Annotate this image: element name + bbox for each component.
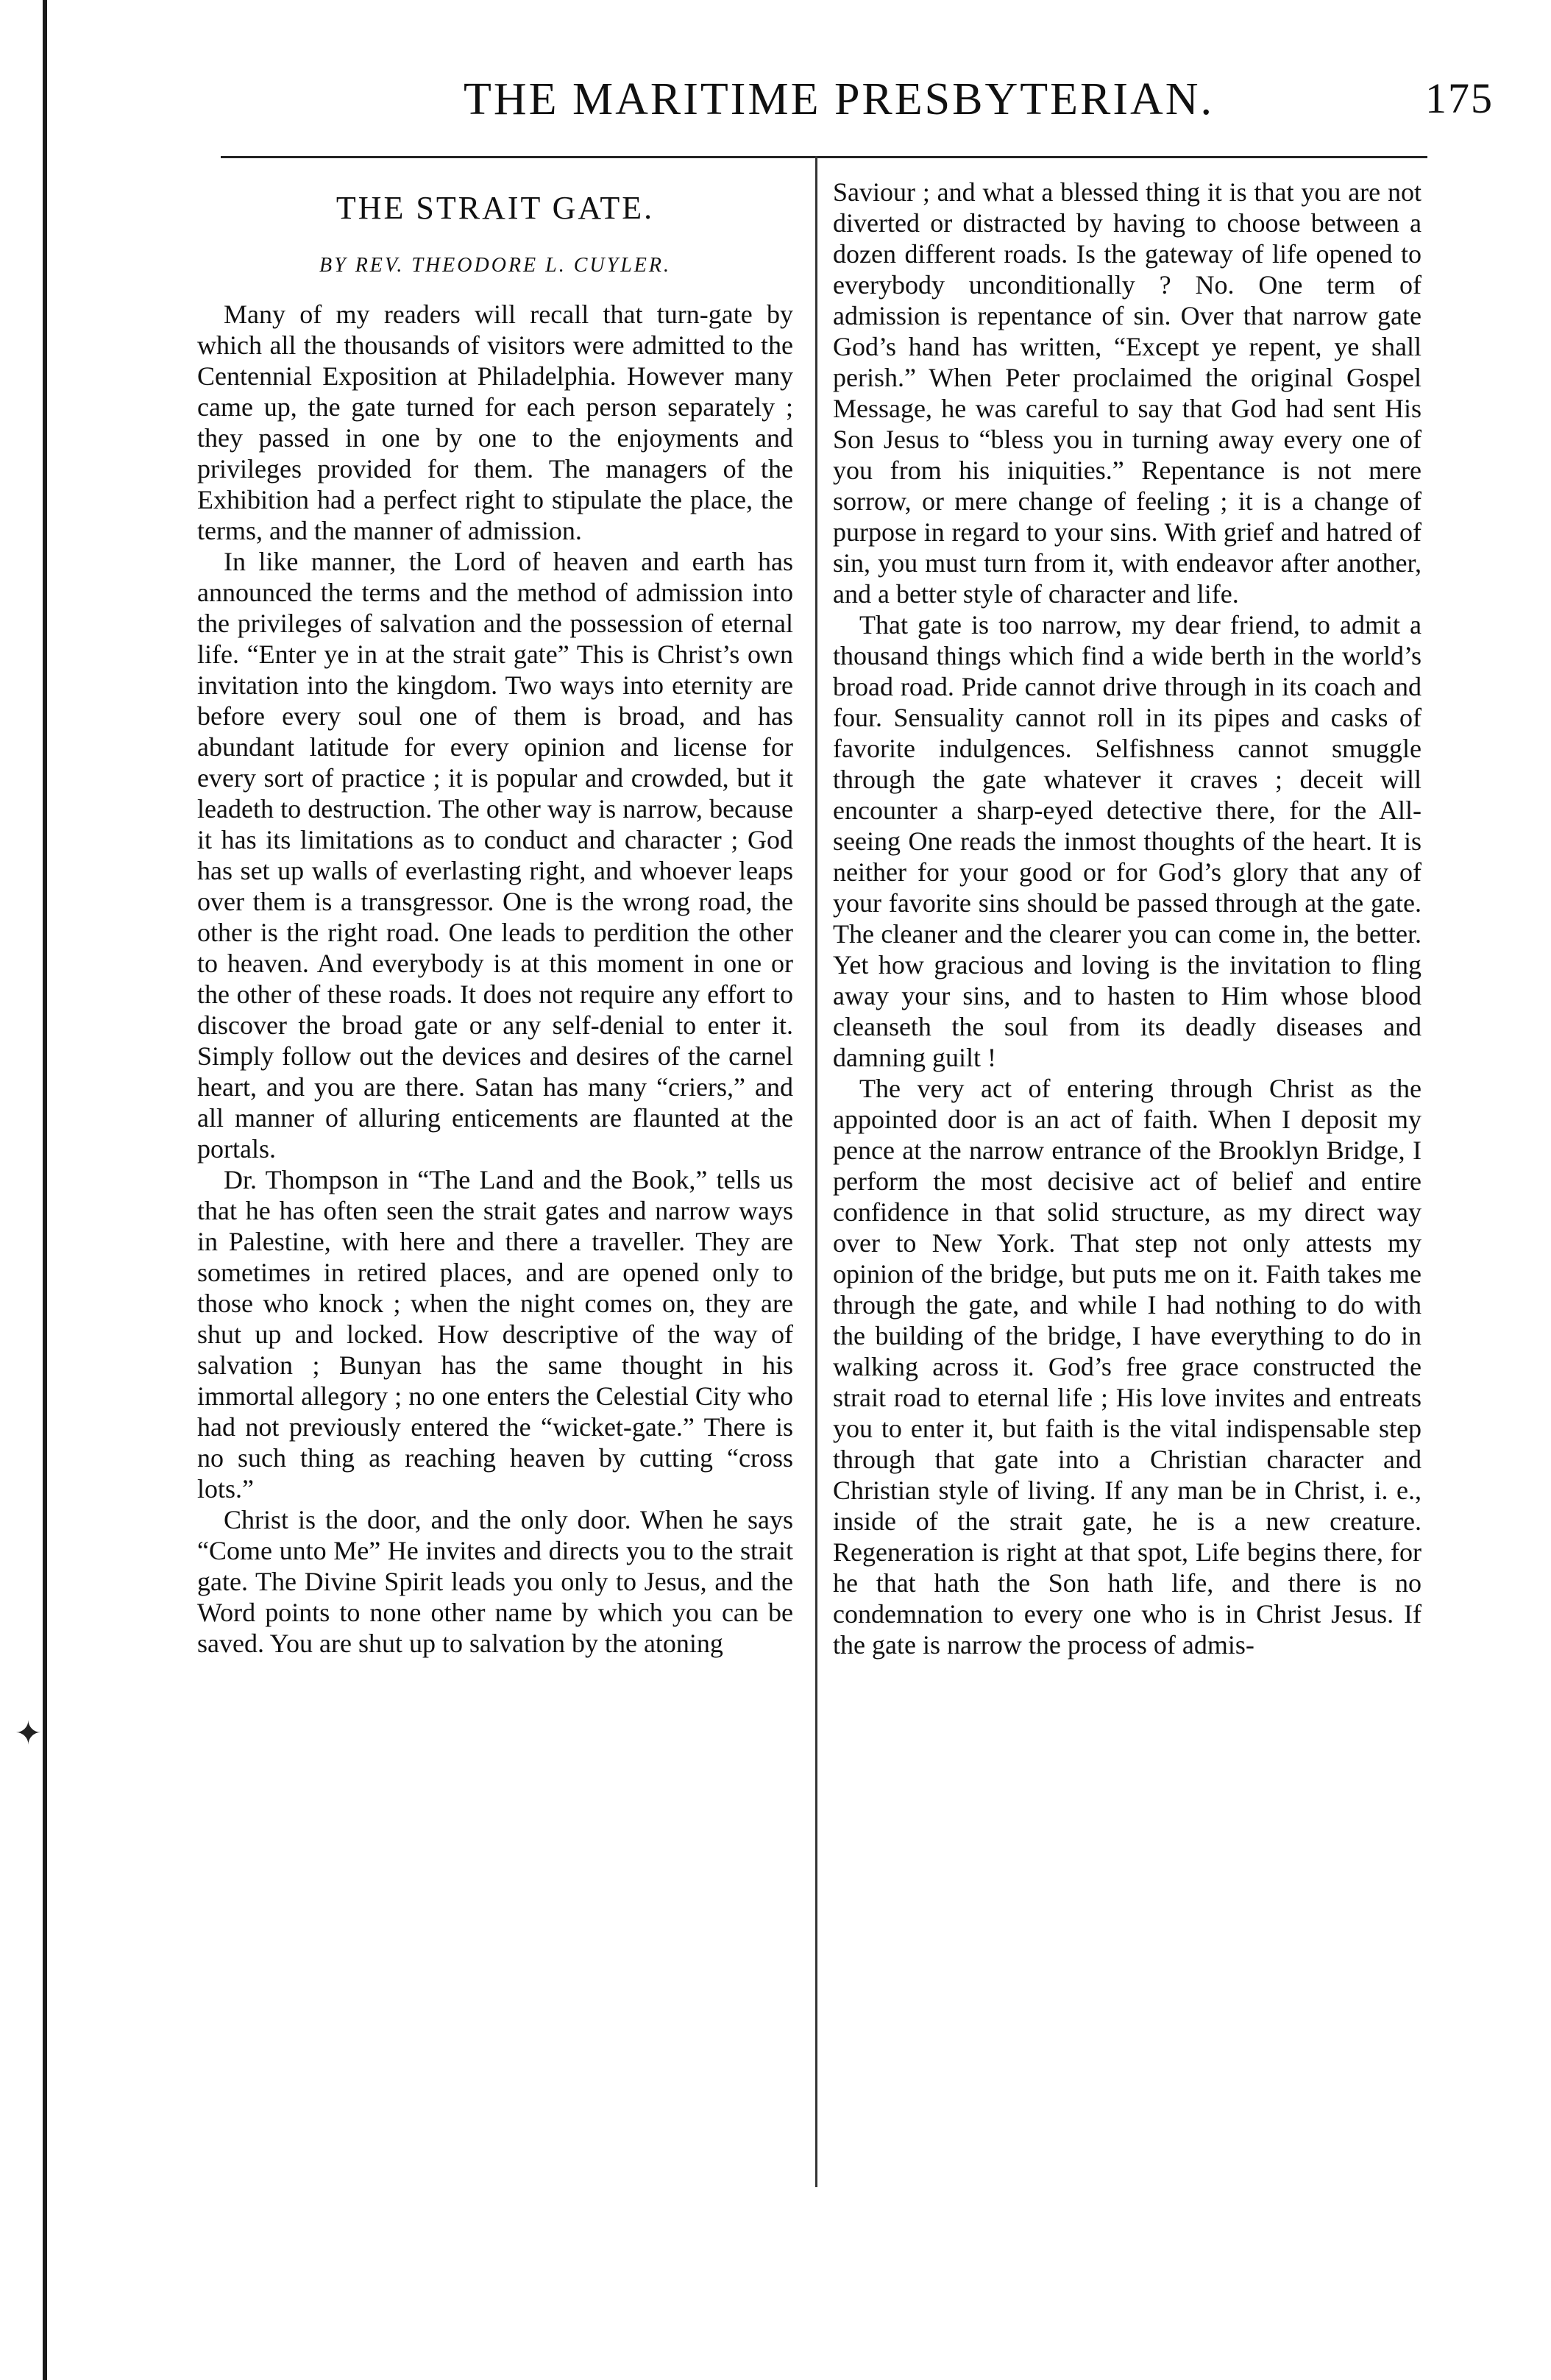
article-byline: BY REV. THEODORE L. CUYLER.	[319, 254, 671, 277]
paragraph: Dr. Thompson in “The Land and the Book,” tells us that he has often seen the strait gates and narrow ways in Palestine, with here and there a traveller. They are sometimes in retired places, and are opened only to those who knock ; when the night comes on, they are shut up and locked. How descriptive of the way of salvation ; Bunyan has the same thought in his immortal allegory ; no one enters the Celestial City who had not previously entered the “wicket-gate.” There is no such thing as reaching heaven by cutting “cross lots.”	[197, 1165, 793, 1504]
paragraph: Saviour ; and what a blessed thing it is that you are not diverted or distracted by having to choose between a dozen different roads. Is the gateway of life opened to everybody unconditionally ? No. One term of admission is repentance of sin. Over that narrow gate God’s hand has written, “Except ye repent, ye shall perish.” When Peter proclaimed the original Gospel Message, he was careful to say that God had sent His Son Jesus to “bless you in turning away every one of you from his iniquities.” Repentance is not mere sorrow, or mere change of feeling ; it is a change of purpose in regard to your sins. With grief and hatred of sin, you must turn from it, with endeavor after another, and a better style of character and life.	[833, 177, 1422, 609]
header-rule	[221, 156, 1427, 158]
paragraph: That gate is too narrow, my dear friend, to admit a thousand things which find a wide berth in the world’s broad road. Pride cannot drive through in its coach and four. Sensuality cannot roll in its pipes and casks of favorite indulgences. Selfishness cannot smuggle through the gate whatever it craves ; deceit will encounter a sharp-eyed detective there, for the All-seeing One reads the inmost thoughts of the heart. It is neither for your good or for God’s glory that any of your favorite sins should be passed through at the gate. The cleaner and the clearer you can come in, the better. Yet how gracious and loving is the invitation to fling away your sins, and to hasten to Him whose blood cleanseth the soul from its deadly diseases and damning guilt !	[833, 610, 1422, 1072]
paragraph: Many of my readers will recall that turn-gate by which all the thousands of visitors were admitted to the Centennial Exposition at Philadelphia. However many came up, the gate turned for each person separately ; they passed in one by one to the enjoyments and privileges provided for them. The managers of the Exhibition had a perfect right to stipulate the place, the terms, and the manner of admission.	[197, 300, 793, 545]
journal-title: THE MARITIME PRESBYTERIAN.	[464, 74, 1215, 124]
page-number: 175	[1425, 74, 1494, 122]
right-column	[833, 177, 1422, 1660]
binding-edge-rule	[43, 0, 47, 2380]
column-divider	[815, 156, 817, 2187]
article-title: THE STRAIT GATE.	[336, 190, 655, 226]
paragraph: The very act of entering through Christ as the appointed door is an act of faith. When I deposit my pence at the narrow entrance of the Brooklyn Bridge, I perform the most decisive act of belief and entire confidence in that solid structure, as my direct way over to New York. That step not only attests my opinion of the bridge, but puts me on it. Faith takes me through the gate, and while I had nothing to do with the building of the bridge, I have everything to do in walking across it. God’s free grace constructed the strait road to eternal life ; His love invites and entreats you to enter it, but faith is the vital indispensable step through that gate into a Christian character and Christian style of living. If any man be in Christ, i. e., inside of the strait gate, he is a new creature. Regeneration is right at that spot, Life begins there, for he that hath the Son hath life, and there is no condemnation to every one who is in Christ Jesus. If the gate is narrow the process of admis-	[833, 1074, 1422, 1660]
margin-mark: ✦	[15, 1715, 42, 1752]
left-column	[197, 184, 793, 1659]
running-head	[213, 74, 1494, 132]
paragraph: Christ is the door, and the only door. When he says “Come unto Me” He invites and directs you to the strait gate. The Divine Spirit leads you only to Jesus, and the Word points to none other name by which you can be saved. You are shut up to salvation by the atoning	[197, 1505, 793, 1658]
paragraph: In like manner, the Lord of heaven and earth has announced the terms and the method of admission into the privileges of salvation and the possession of eternal life. “Enter ye in at the strait gate” This is Christ’s own invitation into the kingdom. Two ways into eternity are before every soul one of them is broad, and has abundant latitude for every opinion and license for every sort of practice ; it is popular and crowded, but it leadeth to destruction. The other way is narrow, because it has its limitations as to conduct and character ; God has set up walls of everlasting right, and whoever leaps over them is a transgressor. One is the wrong road, the other is the right road. One leads to perdition the other to heaven. And everybody is at this moment in one or the other of these roads. It does not require any effort to discover the broad gate or any self-denial to enter it. Simply follow out the devices and desires of the carnel heart, and you are there. Satan has many “criers,” and all manner of alluring enticements are flaunted at the portals.	[197, 547, 793, 1164]
